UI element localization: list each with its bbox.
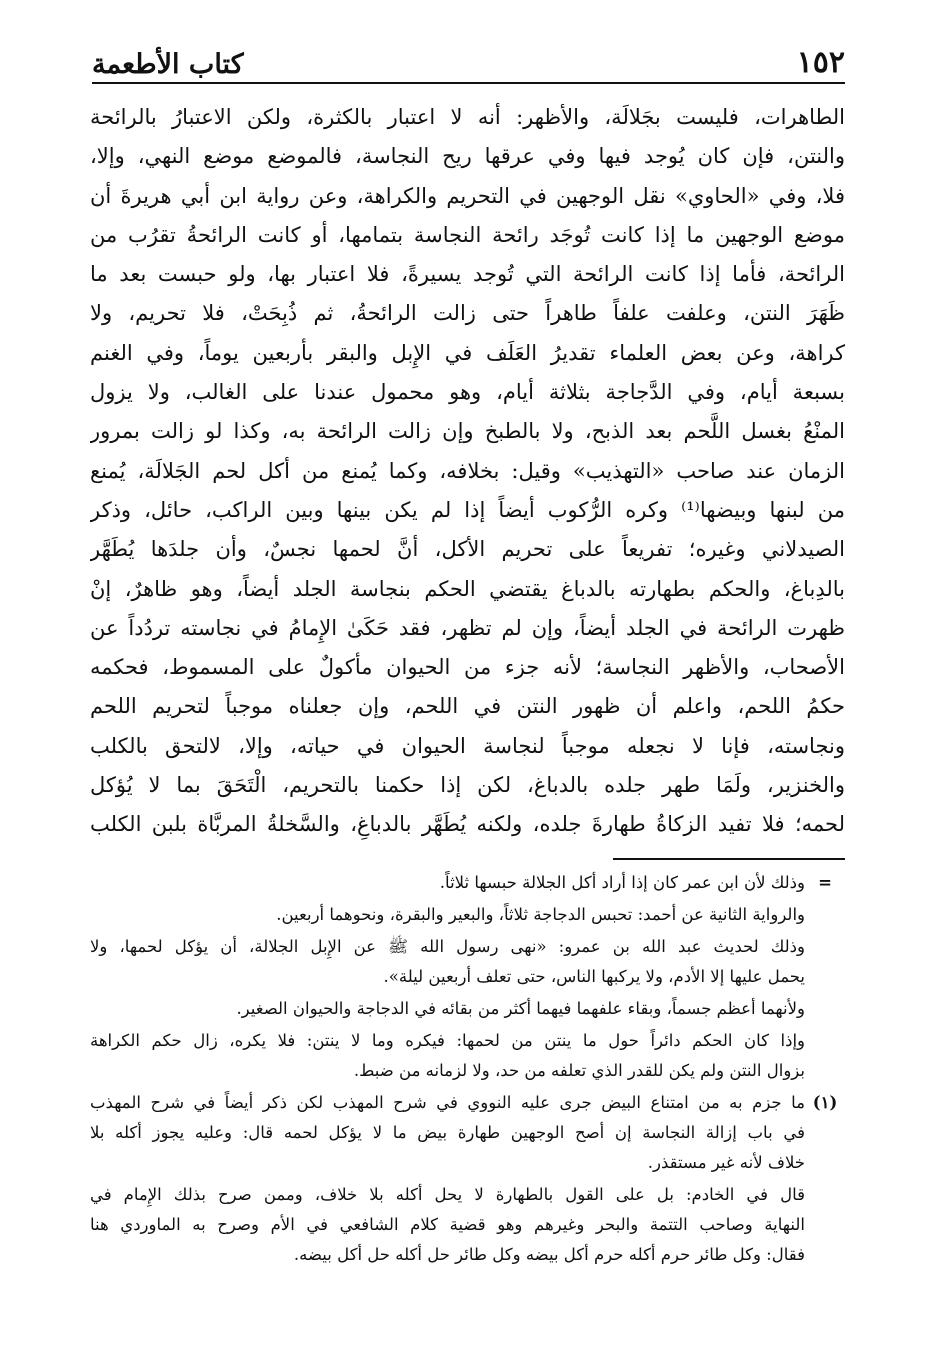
text-line: موضع الوجهين ما إذا كانت تُوجَد رائحة النجاسة بتمامها، أو كانت الرائحةُ تقرُب من (90, 222, 845, 247)
text-line: بالدِباغ، والحكم بطهارته بالدباغ يقتضي الحكم بنجاسة الجلد أيضاً، وهو ظاهرٌ، إنْ (90, 576, 845, 601)
page-number: ١٥٢ (796, 45, 845, 80)
footnote-marker: = (818, 873, 832, 892)
footnote-line: خلاف لأنه غير مستقذر. (647, 1153, 805, 1172)
footnote-line: ولأنهما أعظم جسماً، وبقاء علفهما فيهما أكثر من بقائه في الدجاجة والحيوان الصغير. (236, 999, 805, 1018)
footnote-line: في باب إزالة النجاسة إن أصح الوجهين طهارة بيض ما لا يؤكل لحمه قال: وعليه يجوز أكله بلا (90, 1123, 805, 1142)
text-line: ظَهَرَ النتن، وعلفت علفاً طاهراً حتى زالت الرائحةُ، ثم ذُبِحَتْ، فلا تحريم، ولا (90, 301, 845, 326)
footnotes (90, 868, 845, 1272)
footnote-marker: (١) (812, 1093, 838, 1112)
book-title: كتاب الأطعمة (92, 49, 244, 80)
text-line: من لبنها وبيضها⁽¹⁾ وكره الرُّكوب أيضاً إذا لم يكن بينها وبين الراكب، حائل، وذكر (90, 497, 845, 522)
footnote-paragraph (90, 1026, 805, 1086)
main-text (90, 98, 845, 845)
page-header (92, 38, 845, 78)
footnote-line: وذلك لأن ابن عمر كان إذا أراد أكل الجلالة حبسها ثلاثاً. (439, 873, 805, 892)
footnote-line: وذلك لحديث عبد الله بن عمرو: «نهى رسول الله ﷺ عن الإِبل الجلالة، أن يؤكل لحمها، ولا (90, 937, 805, 956)
footnote-paragraph (90, 994, 805, 1024)
header-rule (92, 82, 845, 84)
text-line: الرائحة، فأما إذا كانت الرائحة التي تُوجد يسيرةً، فلا اعتبار بها، ولو حبست بعد ما (90, 262, 845, 287)
text-line: ظهرت الرائحة في الجلد أيضاً، وإن لم تظهر، فقد حَكَىٰ الإِمامُ في نجاسته تردُداً عن (90, 615, 845, 640)
text-line: الزمان عند صاحب «التهذيب» وقيل: بخلافه، وكما يُمنع من أكل لحم الجَلالَة، يُمنع (90, 458, 845, 483)
footnote-body (90, 1088, 805, 1272)
text-line: الأصحاب، والأظهر النجاسة؛ لأنه جزء من الحيوان مأكولٌ على المسموط، فحكمه (90, 655, 845, 680)
footnote-line: فقال: وكل طائر حرم أكله حرم أكل بيضه وكل طائر حل أكله حل أكل بيضه. (293, 1245, 805, 1264)
footnote-line: قال في الخادم: بل على القول بالطهارة لا يحل أكله بلا خلاف، وممن صرح بذلك الإِمام في (90, 1185, 805, 1204)
text-line: ونجاسته، فإنا لا نجعله موجباً لنجاسة الحيوان في حياته، وإلا، لالتحق بالكلب (90, 733, 845, 758)
footnote-paragraph (90, 900, 805, 930)
text-line: والخنزير، ولَمَا طهر جلده بالدباغ، لكن إذا حكمنا بالتحريم، الْتَحَقَ بما لا يُؤكل (90, 773, 845, 798)
footnote-paragraph (90, 1088, 805, 1178)
footnote-line: النهاية وصاحب التتمة والبحر وغيرهم وهو قضية كلام الشافعي في الأم وصرح به الماوردي هنا (90, 1215, 805, 1234)
footnote-line: وإذا كان الحكم دائراً حول ما ينتن من لحمها: فيكره وما لا ينتن: فلا يكره، زال حكم الكراهة (90, 1031, 805, 1050)
footnote-paragraph (90, 868, 805, 898)
text-line: لحمه؛ فلا تفيد الزكاةُ طهارةَ جلده، ولكنه يُطَهَّر بالدباغِ، والسَّخلةُ المربَّاة بلبن الكلب (90, 812, 845, 837)
text-line: الطاهرات، فليست بجَلالَة، والأظهر: أنه لا اعتبار بالكثرة، ولكن الاعتبارُ بالرائحة (90, 105, 845, 129)
text-line: حكمُ اللحم، واعلم أن ظهور النتن في اللحم، وإن جعلناه موجباً لتحريم اللحم (90, 694, 845, 719)
text-line: كراهة، وعن بعض العلماء تقديرُ العَلَف في الإِبل والبقر بأربعين يوماً، وفي الغنم (90, 340, 845, 365)
footnote-line: ما جزم به من امتناع البيض جرى عليه النووي في شرح المهذب لكن ذكر أيضاً في شرح المهذب (90, 1093, 805, 1112)
text-line: المنْعُ بغسل اللَّحم بعد الذبح، ولا بالطبخ وإن زالت الرائحة به، وكذا لو زالت بمرور (90, 419, 845, 444)
footnote-line: يحمل عليها إلا الأدم، ولا يركبها الناس، حتى تعلف أربعين ليلة». (383, 967, 805, 986)
text-line: بسبعة أيام، وفي الدَّجاجة بثلاثة أيام، وهو محمول عندنا على الغالب، ولا يزول (90, 380, 845, 405)
footnote-1 (90, 1088, 845, 1272)
text-line: فلا، وفي «الحاوي» نقل الوجهين في التحريم والكراهة، وعن رواية ابن أبي هريرةَ أن (90, 183, 845, 208)
text-line: الصيدلاني وغيره؛ تفريعاً على تحريم الأكل، أنَّ لحمها نجسٌ، وأن جلدَها يُطَهَّر (90, 537, 845, 562)
footnote-body (90, 868, 805, 1088)
text-line: والنتن، فإن كان يُوجد فيها وفي عرقها ريح النجاسة، فالموضع موضع النهي، وإلا، (90, 144, 845, 169)
footnote-line: بزوال النتن ولم يكن للقدر الذي تعلفه من حد، ولا لزمانه من ضبط. (353, 1061, 805, 1080)
footnote-paragraph (90, 1180, 805, 1270)
footnote-paragraph (90, 932, 805, 992)
footnote-rule (613, 858, 845, 860)
footnote-continuation (90, 868, 845, 1088)
footnote-line: والرواية الثانية عن أحمد: تحبس الدجاجة ثلاثاً، والبعير والبقرة، ونحوهما أربعين. (276, 905, 805, 924)
